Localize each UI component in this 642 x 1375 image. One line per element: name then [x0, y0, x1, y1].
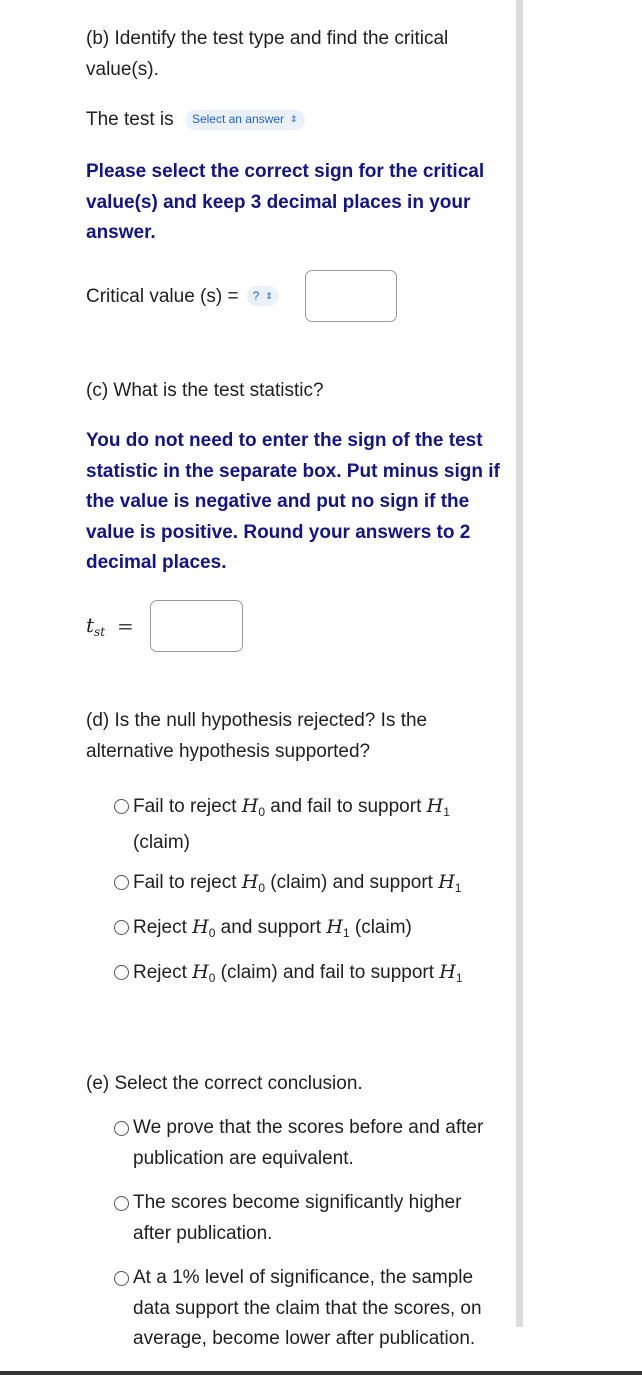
conclusion-option-label: At a 1% level of significance, the sample data support the claim that the scores, on average, become lower after publication. — [133, 1267, 482, 1349]
hypothesis-option-1[interactable] — [114, 791, 514, 867]
part-c-question: (c) What is the test statistic? — [86, 380, 324, 401]
radio-button[interactable] — [114, 965, 129, 980]
critical-value-input[interactable] — [305, 270, 397, 322]
conclusion-option-label: We prove that the scores before and after publication are equivalent. — [133, 1117, 484, 1169]
critical-value-label: Critical value (s) = — [86, 285, 239, 307]
test-type-select[interactable] — [185, 110, 305, 130]
part-c-instruction: You do not need to enter the sign of the test statistic in the separate box. Put minus sign if the value is negative and put no sign if the value is positive. Round your answers to 2 decimal places. — [86, 430, 500, 573]
test-type-select-value: Select an answer — [191, 112, 284, 127]
page-divider — [516, 0, 523, 1327]
part-b-instruction: Please select the correct sign for the critical value(s) and keep 3 decimal places in your answer. — [86, 161, 485, 243]
hypothesis-options — [114, 791, 514, 1002]
conclusion-option-3[interactable] — [114, 1263, 516, 1363]
hypothesis-option-label: Reject $H_0$ and support $H_1$ (claim) — [133, 916, 412, 940]
part-e-question: (e) Select the correct conclusion. — [86, 1073, 363, 1094]
hypothesis-option-label: Fail to reject $H_0$ and fail to support $H_1$ (claim) — [133, 795, 450, 853]
test-type-label: The test is — [86, 109, 174, 130]
conclusion-option-2[interactable] — [114, 1188, 516, 1263]
hypothesis-option-label: Reject $H_0$ (claim) and fail to support $H_1$ — [133, 961, 463, 985]
conclusion-option-label: The scores become significantly higher after publication. — [133, 1192, 462, 1244]
test-statistic-input[interactable] — [150, 600, 243, 652]
bottom-bar — [0, 1371, 642, 1375]
conclusion-option-1[interactable] — [114, 1113, 516, 1188]
radio-button[interactable] — [114, 875, 129, 890]
radio-button[interactable] — [114, 799, 129, 814]
part-d-question: (d) Is the null hypothesis rejected? Is the alternative hypothesis supported? — [86, 710, 428, 762]
radio-button[interactable] — [114, 920, 129, 935]
hypothesis-option-2[interactable] — [114, 867, 514, 912]
radio-button[interactable] — [114, 1196, 129, 1211]
radio-button[interactable] — [114, 1271, 129, 1286]
critical-sign-select[interactable] — [247, 286, 279, 306]
critical-value-row — [86, 270, 397, 322]
test-type-row — [86, 104, 305, 135]
hypothesis-option-label: Fail to reject $H_0$ (claim) and support $H_1$ — [133, 871, 462, 895]
part-b-question: (b) Identify the test type and find the critical value(s). — [86, 28, 449, 80]
critical-sign-select-value: ? — [252, 288, 260, 303]
hypothesis-option-3[interactable] — [114, 912, 514, 957]
chevron-updown-icon: ⇕ — [290, 114, 298, 125]
chevron-updown-icon: ⇕ — [265, 290, 273, 301]
equals-sign: = — [117, 614, 134, 638]
conclusion-options — [114, 1113, 516, 1363]
hypothesis-option-4[interactable] — [114, 957, 514, 1002]
test-statistic-label: $t_{st}$ — [86, 613, 106, 639]
radio-button[interactable] — [114, 1121, 129, 1136]
test-statistic-row — [86, 600, 243, 652]
